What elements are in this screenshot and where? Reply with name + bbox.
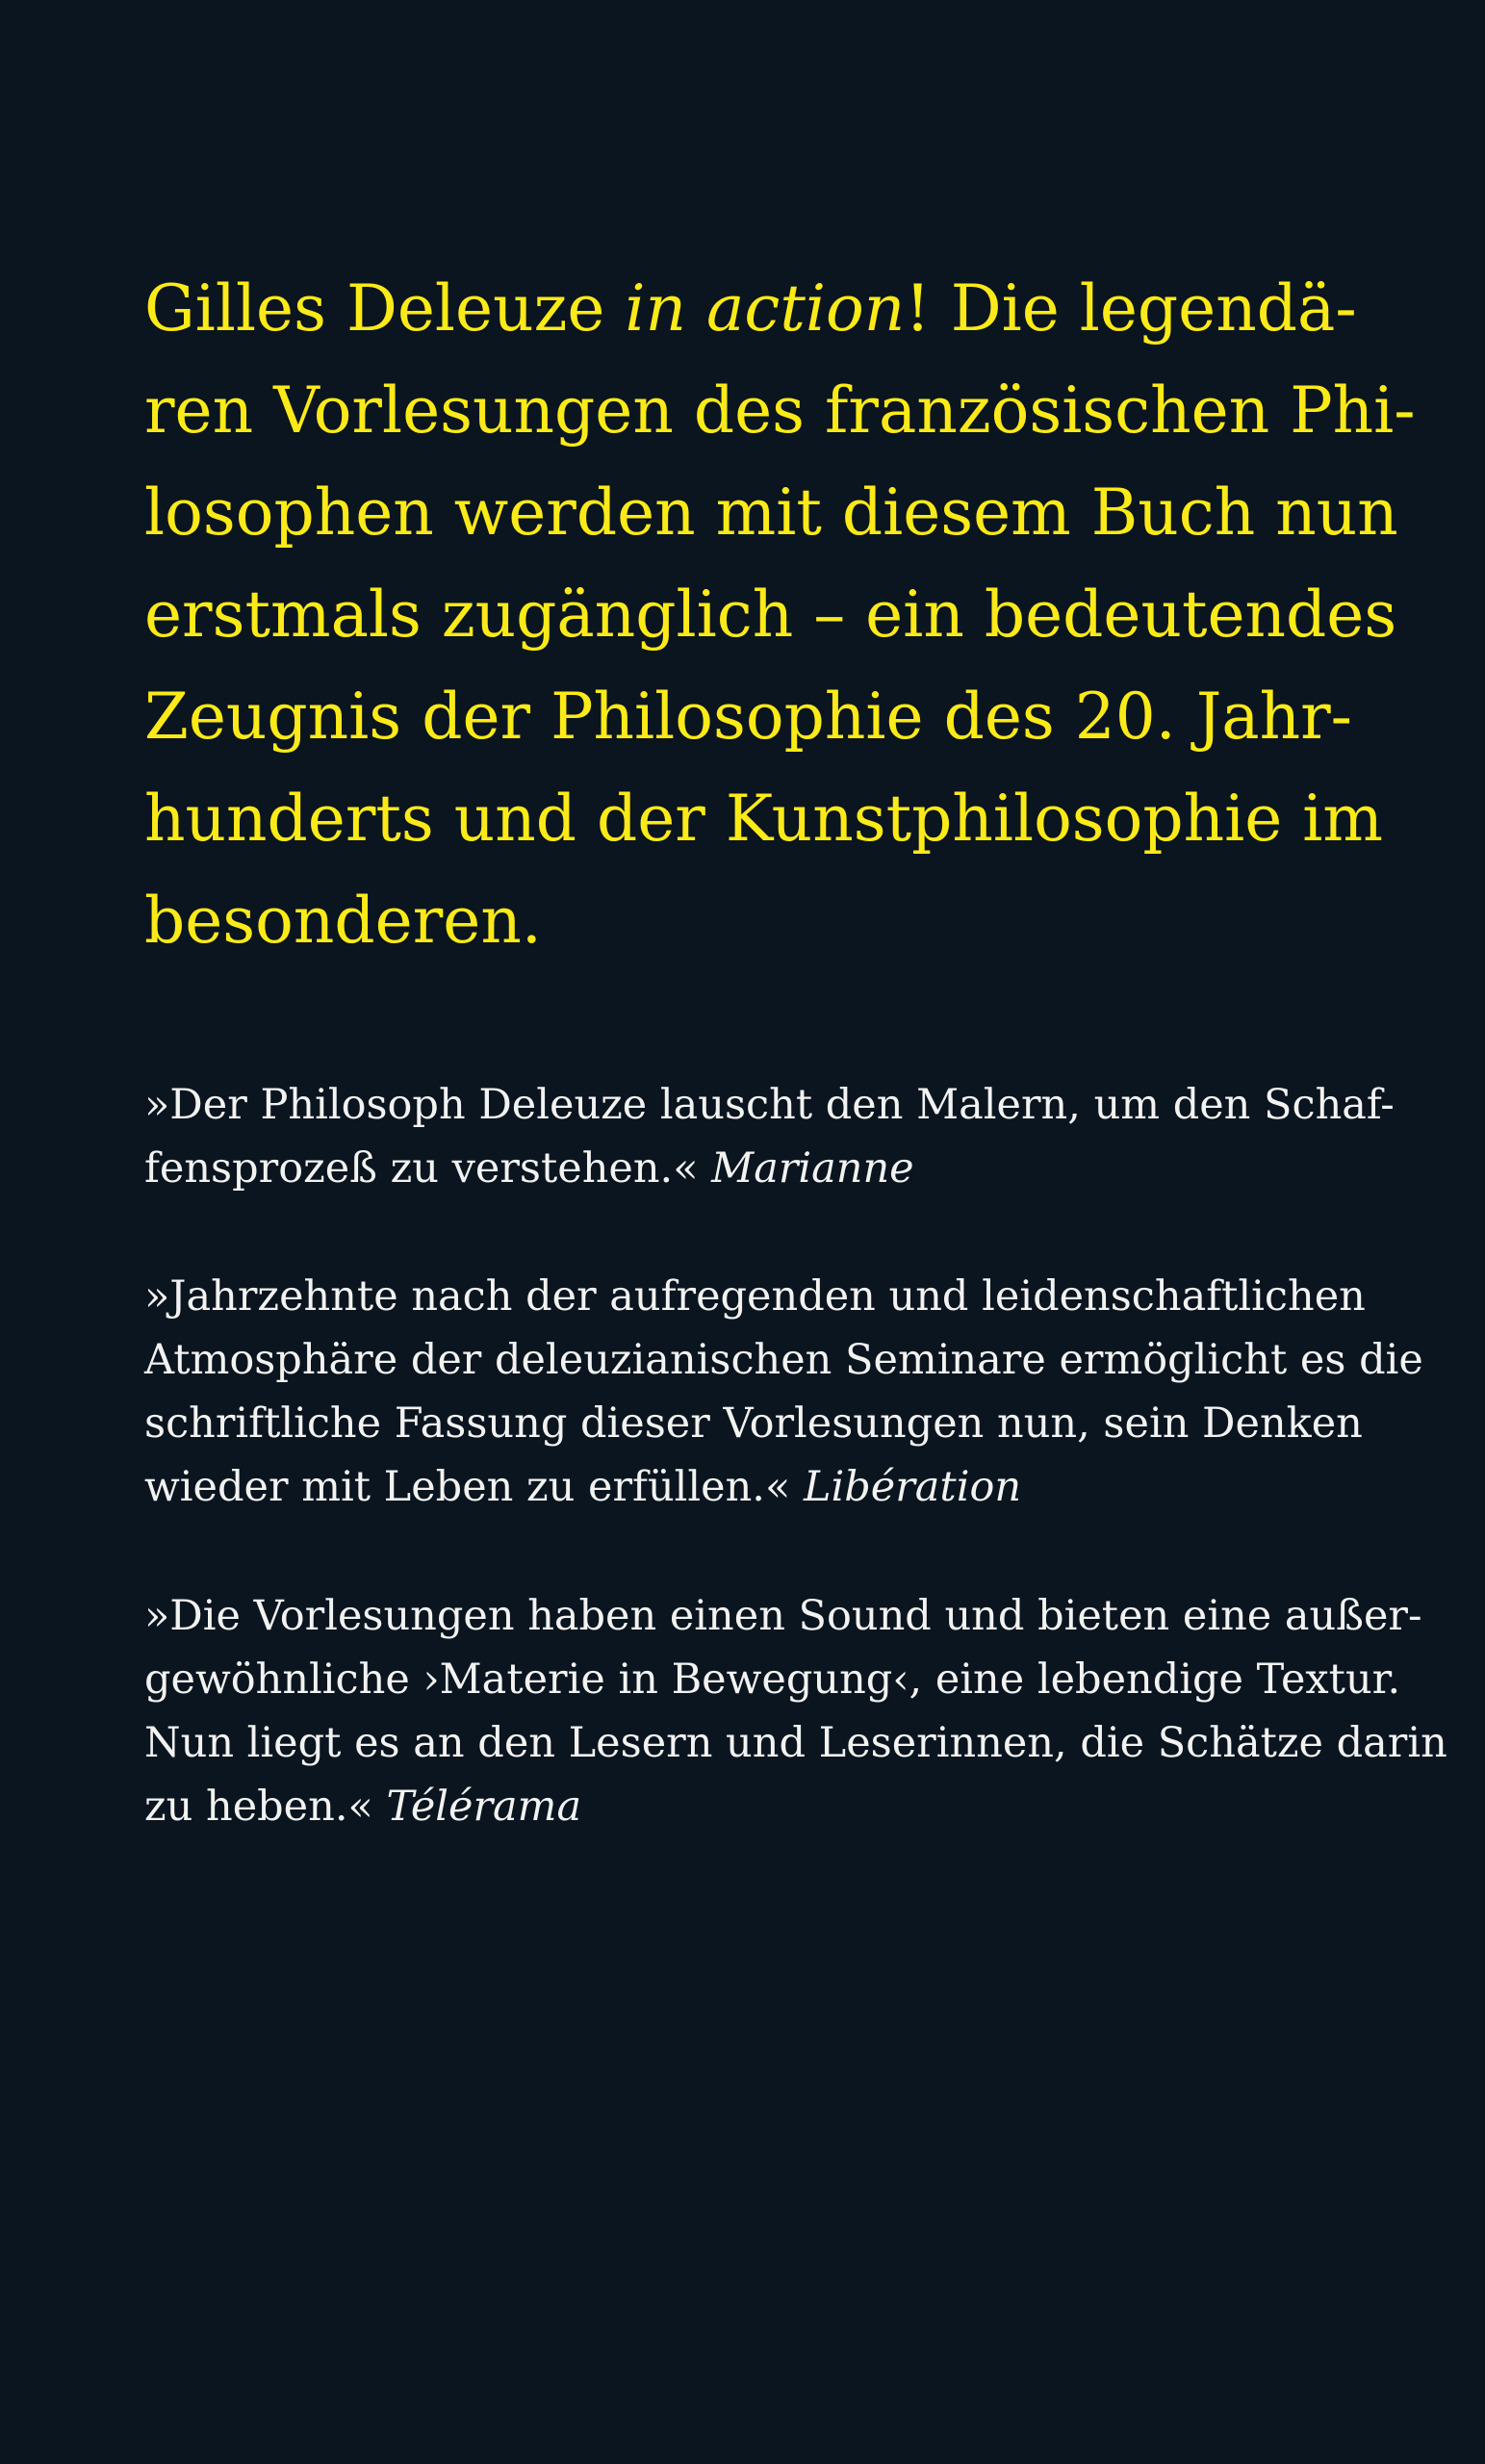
quote-line: »Der Philosoph Deleuze lauscht den Malern, um den Schaf-: [144, 1081, 1395, 1129]
blurb-line: [144, 258, 1357, 360]
blurb-line: ren Vorlesungen des französischen Phi-: [144, 373, 1416, 448]
quote-line: »Die Vorlesungen haben einen Sound und bieten eine außer-: [144, 1592, 1422, 1640]
blurb-line: Zeugnis der Philosophie des 20. Jahr-: [144, 680, 1352, 754]
press-quote-telerama: [144, 1584, 1447, 1838]
quote-line: schriftliche Fassung dieser Vorlesungen nun, sein Denken: [144, 1399, 1363, 1448]
blurb-text: Gilles Deleuze: [144, 271, 626, 346]
quote-text: zu heben.«: [144, 1783, 387, 1831]
quote-line: »Jahrzehnte nach der aufregenden und leidenschaftlichen: [144, 1272, 1366, 1321]
blurb-paragraph: [144, 258, 1416, 972]
quote-text: wieder mit Leben zu erfüllen.«: [144, 1463, 804, 1511]
quote-line: [144, 1775, 1352, 1838]
press-quote-marianne: [144, 1073, 1395, 1200]
quote-line: Atmosphäre der deleuzianischen Seminare ermöglicht es die: [144, 1336, 1423, 1384]
quote-source: Libération: [803, 1463, 1022, 1511]
quote-line: gewöhnliche ›Materie in Bewegung‹, eine lebendige Textur.: [144, 1656, 1401, 1704]
quote-text: fensprozeß zu verstehen.«: [144, 1144, 712, 1193]
quote-source: Télérama: [386, 1783, 582, 1831]
blurb-emphasis: in action: [625, 271, 906, 346]
blurb-text: ! Die legendä-: [905, 271, 1357, 346]
blurb-line: losophen werden mit diesem Buch nun: [144, 475, 1398, 550]
quote-source: Marianne: [711, 1144, 914, 1193]
blurb-line: erstmals zugänglich – ein bedeutendes: [144, 578, 1397, 652]
press-quote-liberation: [144, 1265, 1423, 1519]
blurb-line: hunderts und der Kunstphilosophie im: [144, 782, 1383, 856]
quote-line: Nun liegt es an den Lesern und Leserinnen, die Schätze darin: [144, 1719, 1447, 1767]
blurb-line: besonderen.: [144, 884, 542, 958]
quote-line: [144, 1137, 1352, 1200]
quote-line: [144, 1455, 1352, 1519]
